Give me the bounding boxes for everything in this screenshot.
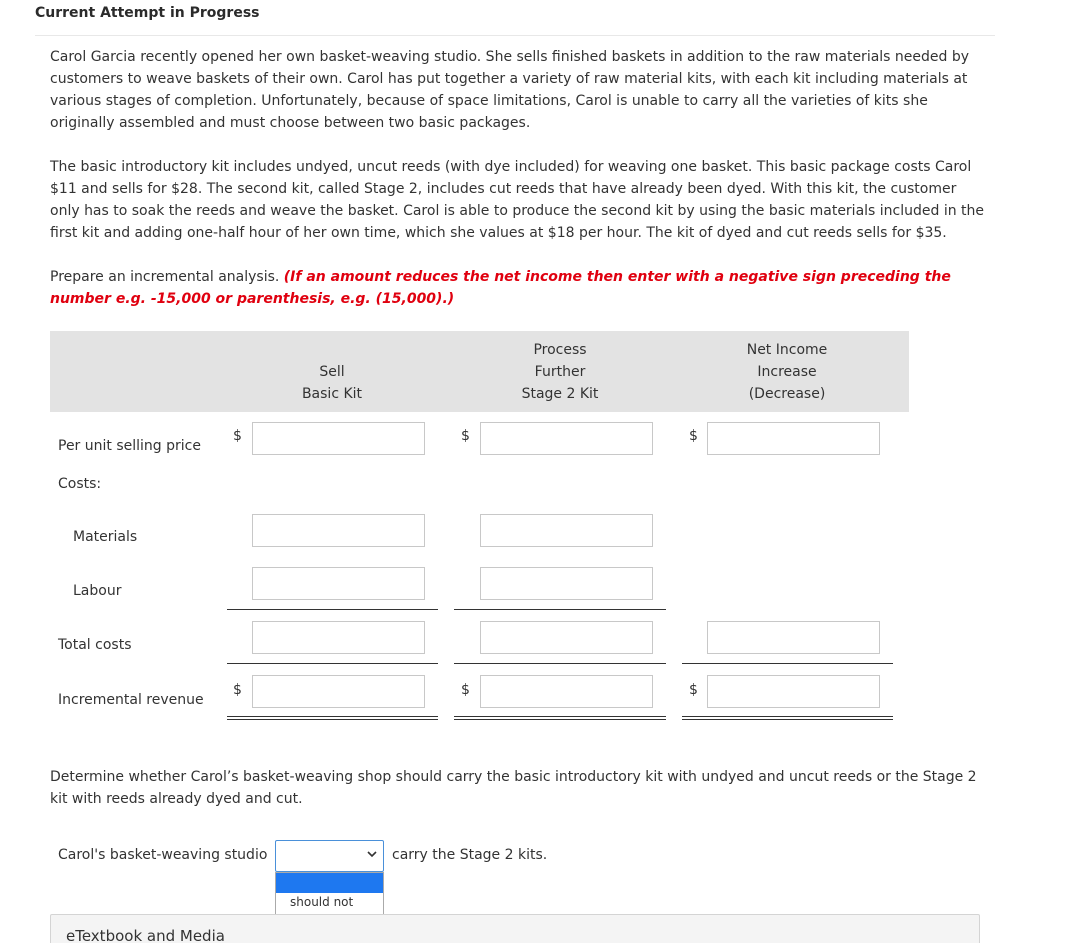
input-net-selling-price[interactable] xyxy=(707,422,880,455)
input-basic-total-costs[interactable] xyxy=(252,621,425,654)
currency-symbol: $ xyxy=(461,428,470,444)
col-header-sell-basic-kit: Sell Basic Kit xyxy=(301,364,363,402)
double-rule xyxy=(454,716,666,717)
input-basic-incremental-revenue[interactable] xyxy=(252,675,425,708)
col-header-process-further: Process Further Stage 2 Kit xyxy=(521,342,599,402)
input-stage2-total-costs[interactable] xyxy=(480,621,653,654)
double-rule xyxy=(682,716,893,717)
input-stage2-selling-price[interactable] xyxy=(480,422,653,455)
row-label-labour: Labour xyxy=(73,583,122,599)
analysis-table-header xyxy=(50,331,909,412)
instructions-hint: (If an amount reduces the net income then enter with a negative sign preceding the number e.g. -15,000 or parenthesis, e.g. (15,000).) xyxy=(50,269,951,307)
currency-symbol: $ xyxy=(461,682,470,698)
header-divider xyxy=(35,35,995,36)
input-basic-labour[interactable] xyxy=(252,567,425,600)
input-net-total-costs[interactable] xyxy=(707,621,880,654)
page-title: Current Attempt in Progress xyxy=(35,5,260,21)
double-rule xyxy=(227,716,438,717)
col-header-net-income: Net Income Increase (Decrease) xyxy=(746,342,828,402)
decision-trail-text: carry the Stage 2 kits. xyxy=(392,847,548,863)
row-label-materials: Materials xyxy=(73,529,138,545)
input-stage2-incremental-revenue[interactable] xyxy=(480,675,653,708)
currency-symbol: $ xyxy=(233,428,242,444)
decision-question: Determine whether Carol’s basket-weaving shop should carry the basic introductory kit with undyed and uncut reeds or the Stage 2 kit with reeds already dyed and cut. xyxy=(50,769,977,807)
decision-select[interactable] xyxy=(275,840,384,872)
row-label-costs: Costs: xyxy=(58,476,102,492)
dropdown-option-should-not[interactable]: should not xyxy=(290,895,354,909)
currency-symbol: $ xyxy=(689,428,698,444)
etextbook-media-label: eTextbook and Media xyxy=(66,927,225,943)
row-label-incremental-revenue: Incremental revenue xyxy=(58,692,204,708)
double-rule xyxy=(682,719,893,720)
row-label-total-costs: Total costs xyxy=(58,637,132,653)
total-rule xyxy=(227,663,438,664)
row-label-per-unit-price: Per unit selling price xyxy=(58,438,201,454)
dropdown-option-blank[interactable] xyxy=(276,873,383,893)
total-rule xyxy=(454,663,666,664)
problem-paragraph-1: Carol Garcia recently opened her own basket-weaving studio. She sells finished baskets in addition to the raw materials needed by customers to weave baskets of their own. Carol has put together a variety of raw material kits, with each kit including materials at various stages of completion. Unfortunately, because of space limitations, Carol is unable to carry all the varieties of kits she originally assembled and must choose between two basic packages. xyxy=(50,49,970,131)
chevron-down-icon xyxy=(367,849,377,859)
total-rule xyxy=(682,663,893,664)
input-stage2-labour[interactable] xyxy=(480,567,653,600)
input-basic-selling-price[interactable] xyxy=(252,422,425,455)
input-basic-materials[interactable] xyxy=(252,514,425,547)
etextbook-media-panel[interactable] xyxy=(50,914,980,943)
double-rule xyxy=(227,719,438,720)
currency-symbol: $ xyxy=(689,682,698,698)
instructions-lead: Prepare an incremental analysis. xyxy=(50,269,284,285)
double-rule xyxy=(454,719,666,720)
subtotal-rule xyxy=(227,609,438,610)
instructions xyxy=(50,266,985,310)
input-net-incremental-revenue[interactable] xyxy=(707,675,880,708)
subtotal-rule xyxy=(454,609,666,610)
currency-symbol: $ xyxy=(233,682,242,698)
decision-lead-text: Carol's basket-weaving studio xyxy=(58,847,268,863)
problem-paragraph-2: The basic introductory kit includes undyed, uncut reeds (with dye included) for weaving one basket. This basic package costs Carol $11 and sells for $28. The second kit, called Stage 2, includes cut reeds that have already been dyed. With this kit, the customer only has to soak the reeds and weave the basket. Carol is able to produce the second kit by using the basic materials included in the first kit and adding one-half hour of her own time, which she values at $18 per hour. The kit of dyed and cut reeds sells for $35. xyxy=(50,159,985,241)
input-stage2-materials[interactable] xyxy=(480,514,653,547)
